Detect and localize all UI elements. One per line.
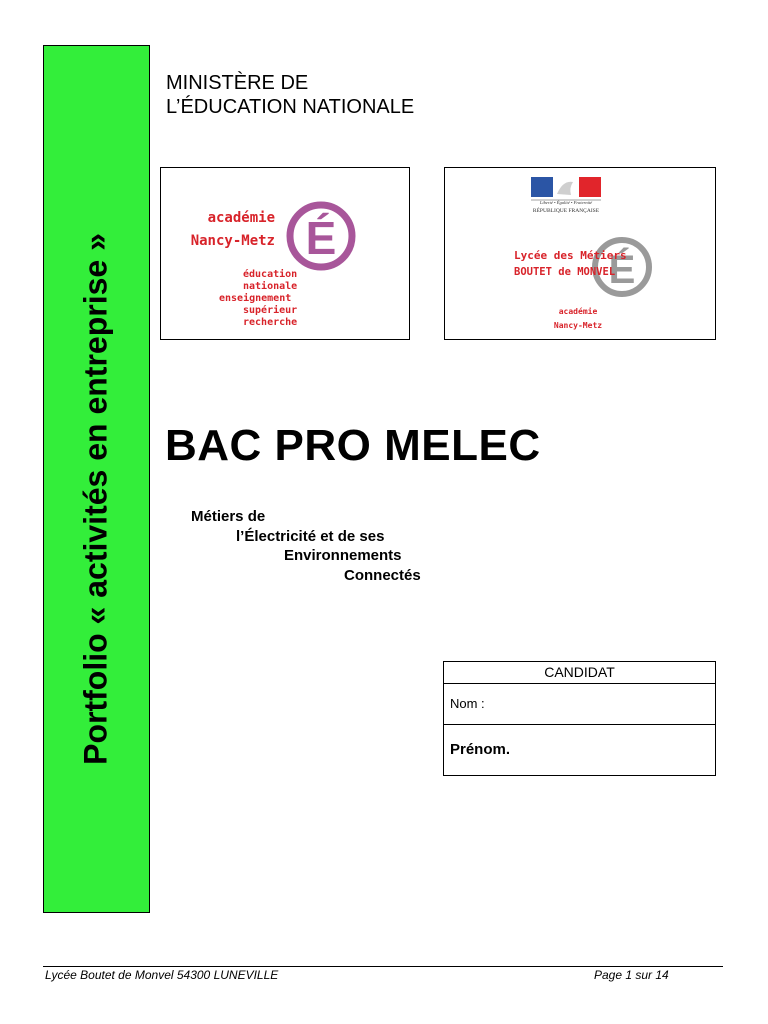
republic-motto: Liberté • Égalité • Fraternité bbox=[539, 200, 593, 205]
lycee-boutet-de-monvel-logo-icon bbox=[445, 168, 715, 339]
ministry-line-2: L’ÉDUCATION NATIONALE bbox=[166, 96, 415, 118]
footer-school: Lycée Boutet de Monvel 54300 LUNEVILLE bbox=[45, 968, 279, 982]
academie-line-4: nationale bbox=[243, 281, 298, 292]
lycee-line-4: Nancy-Metz bbox=[553, 321, 603, 330]
footer-page-number: Page 1 sur 14 bbox=[594, 968, 669, 982]
svg-text:É: É bbox=[608, 248, 636, 292]
sidebar-title: Portfolio « activités en entreprise » bbox=[77, 233, 114, 765]
footer-divider bbox=[43, 966, 723, 967]
lycee-line-2: BOUTET de MONVEL bbox=[514, 266, 616, 278]
candidate-header: CANDIDAT bbox=[444, 662, 715, 684]
academie-nancy-metz-logo-icon bbox=[161, 168, 409, 339]
subtitle-line-4: Connectés bbox=[344, 567, 421, 584]
subtitle-line-1: Métiers de bbox=[191, 508, 266, 525]
ministry-line-1: MINISTÈRE DE bbox=[166, 72, 309, 94]
candidate-name-field[interactable]: Nom : bbox=[444, 684, 715, 725]
academie-word: académie bbox=[207, 210, 275, 226]
subtitle-line-2: l’Électricité et de ses bbox=[236, 528, 385, 545]
academie-line-6: supérieur bbox=[243, 305, 298, 316]
academie-line-5: enseignement bbox=[219, 293, 292, 304]
lycee-logo-box bbox=[444, 167, 716, 340]
republic-name: RÉPUBLIQUE FRANÇAISE bbox=[532, 208, 600, 214]
candidate-firstname-field[interactable]: Prénom. bbox=[450, 741, 511, 758]
lycee-line-1: Lycée des Métiers bbox=[514, 249, 627, 262]
ministry-header bbox=[166, 71, 414, 119]
lycee-line-3: académie bbox=[558, 307, 598, 316]
academie-line-7: recherche bbox=[243, 317, 298, 328]
academie-logo-box bbox=[160, 167, 410, 340]
candidate-box bbox=[443, 661, 716, 776]
svg-text:É: É bbox=[305, 212, 337, 264]
subtitle-line-3: Environnements bbox=[284, 547, 402, 564]
page-title: BAC PRO MELEC bbox=[165, 421, 541, 470]
academie-line-3: éducation bbox=[243, 269, 298, 280]
academie-region: Nancy-Metz bbox=[190, 233, 275, 249]
